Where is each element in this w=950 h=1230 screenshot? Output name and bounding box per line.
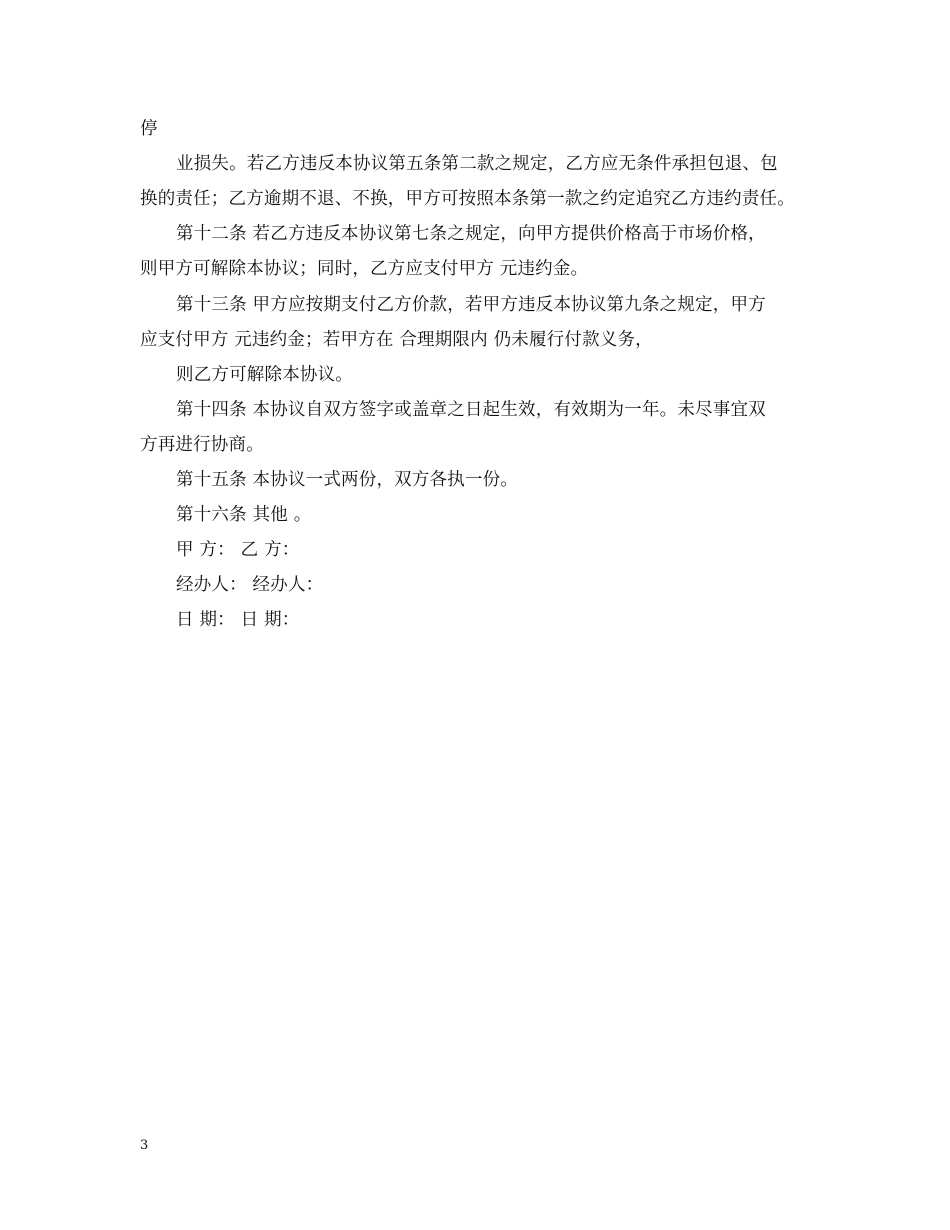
text-line-clause-14-end: 方再进行协商。 [140,435,264,455]
text-line-clause-12-end: 则甲方可解除本协议；同时，乙方应支付甲方 元违约金。 [140,259,589,279]
text-line-clause-12: 第十二条 若乙方违反本协议第七条之规定，向甲方提供价格高于市场价格， [176,224,766,244]
text-line-clause-13: 第十三条 甲方应按期支付乙方价款，若甲方违反本协议第九条之规定，甲方 [176,295,766,315]
text-line-clause-13-end: 则乙方可解除本协议。 [176,365,353,385]
text-line-clause-16: 第十六条 其他 。 [176,505,312,525]
text-line-clause-13-continued: 应支付甲方 元违约金；若甲方在 合理期限内 仍未履行付款义务， [140,330,653,350]
text-line-fragment: 停 [140,119,158,139]
signature-date-line: 日 期： 日 期： [176,610,300,630]
signature-agent-line: 经办人： 经办人： [176,575,324,595]
page-number: 3 [140,1138,149,1153]
text-line-clause-14: 第十四条 本协议自双方签字或盖章之日起生效，有效期为一年。未尽事宜双 [176,400,766,420]
signature-party-line: 甲 方： 乙 方： [176,540,300,560]
text-line-clause-11-continued: 业损失。若乙方违反本协议第五条第二款之规定，乙方应无条件承担包退、包 [176,154,778,174]
text-line-clause-11-end: 换的责任；乙方逾期不退、不换，甲方可按照本条第一款之约定追究乙方违约责任。 [140,189,795,209]
text-line-clause-15: 第十五条 本协议一式两份，双方各执一份。 [176,470,519,490]
